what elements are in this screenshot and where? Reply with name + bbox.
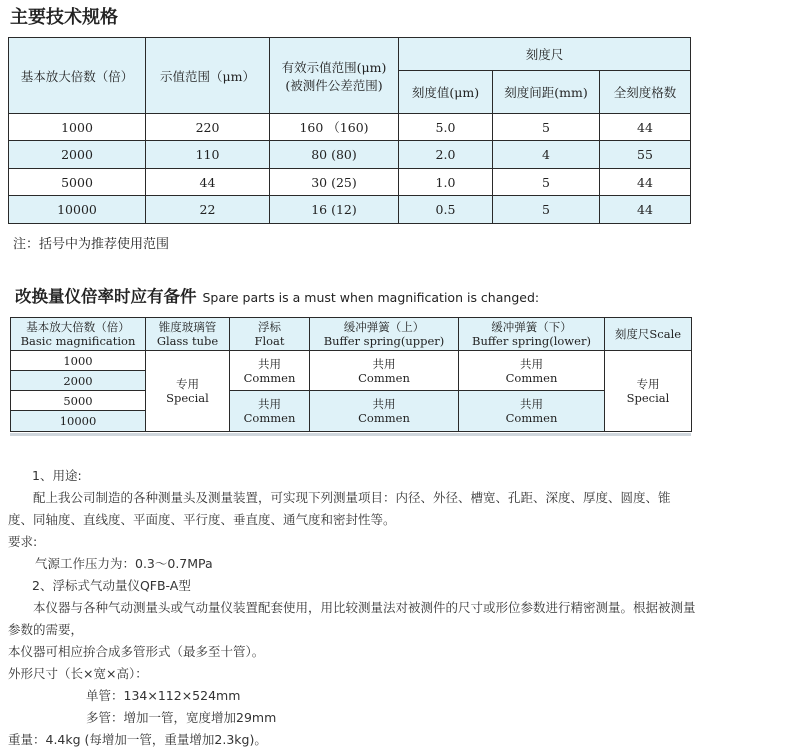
spare-parts-table [10, 317, 692, 432]
cell-effective: 16 (12) [270, 196, 399, 224]
cell-scale-spacing: 5 [493, 196, 600, 224]
cell-scale-value: 5.0 [399, 114, 493, 141]
cell-scale-spacing: 4 [493, 141, 600, 169]
cell-magnification: 10000 [9, 196, 146, 224]
combination-text: 本仪器可相应拚合成多管形式（最多至十管）。 [8, 644, 265, 659]
header-effective-line2: (被测件公差范围) [285, 77, 383, 93]
spare-header-magnification: 基本放大倍数（倍） Basic magnification [11, 318, 146, 351]
header-magnification: 基本放大倍数（倍） [9, 38, 146, 114]
spec-note: 注：括号中为推荐使用范围 [13, 237, 170, 252]
cell-magnification: 1000 [9, 114, 146, 141]
header-scale-value: 刻度值(μm) [399, 71, 493, 114]
multi-tube-dimension: 多管：增加一管，宽度增加29mm [86, 710, 277, 725]
cell-range: 110 [146, 141, 270, 169]
cell-scale-value: 2.0 [399, 141, 493, 169]
buffer-lower-common-1: 共用 Commen [459, 351, 605, 391]
cell-range: 22 [146, 196, 270, 224]
single-tube-dimension: 单管：134×112×524mm [86, 688, 241, 703]
header-scale-count: 全刻度格数 [600, 71, 691, 114]
table-row [9, 141, 691, 169]
spec-table [8, 37, 691, 224]
cell-magnification: 5000 [9, 169, 146, 196]
cell-scale-spacing: 5 [493, 169, 600, 196]
cell-scale-count: 44 [600, 169, 691, 196]
cell-range: 220 [146, 114, 270, 141]
cell-magnification: 2000 [9, 141, 146, 169]
cell-scale-count: 44 [600, 114, 691, 141]
cell-effective: 30 (25) [270, 169, 399, 196]
cell-scale-spacing: 5 [493, 114, 600, 141]
cell-effective: 160 （160) [270, 114, 399, 141]
cell-range: 44 [146, 169, 270, 196]
spare-magnification: 5000 [11, 391, 146, 411]
spare-header-float: 浮标 Float [230, 318, 310, 351]
description-text-2: 参数的需要， [8, 622, 84, 637]
header-effective-line1: 有效示值范围(μm) [281, 59, 387, 75]
pressure-text: 气源工作压力为：0.3～0.7MPa [35, 556, 213, 571]
cell-scale-value: 1.0 [399, 169, 493, 196]
buffer-upper-common-1: 共用 Commen [310, 351, 459, 391]
table-row [9, 196, 691, 224]
table-row [9, 169, 691, 196]
cell-scale-count: 44 [600, 196, 691, 224]
table-shadow [10, 433, 691, 436]
model-heading: 2、浮标式气动量仪QFB-A型 [32, 578, 191, 593]
spare-magnification: 2000 [11, 371, 146, 391]
description-text-1: 本仪器与各种气动测量头或气动量仪装置配套使用，用比较测量法对被测件的尺寸或形位参数进行精密测量。根据被测量 [33, 600, 696, 615]
buffer-lower-common-2: 共用 Commen [459, 391, 605, 432]
scale-special: 专用 Special [605, 351, 692, 432]
usage-text-1: 配上我公司制造的各种测量头及测量装置，可实现下列测量项目：内径、外径、槽宽、孔距、深度、厚度、圆度、锥 [33, 490, 671, 505]
spare-header-glass-tube: 锥度玻璃管 Glass tube [146, 318, 230, 351]
float-common-lower: 共用 Commen [230, 391, 310, 432]
dimension-heading: 外形尺寸（长×宽×高）： [8, 666, 148, 681]
header-scale-spacing: 刻度间距(mm) [493, 71, 600, 114]
cell-scale-count: 55 [600, 141, 691, 169]
header-effective-range [270, 38, 399, 114]
spare-title-en: Spare parts is a must when magnification is changed: [202, 290, 540, 305]
table-row [9, 114, 691, 141]
spare-magnification: 10000 [11, 411, 146, 432]
header-range: 示值范围（μm） [146, 38, 270, 114]
spare-header-scale: 刻度尺Scale [605, 318, 692, 351]
spare-title [15, 283, 539, 307]
requirement-heading: 要求: [8, 534, 38, 549]
glass-tube-special: 专用 Special [146, 351, 230, 432]
usage-text-2: 度、同轴度、直线度、平面度、平行度、垂直度、通气度和密封性等。 [8, 512, 396, 527]
weight-text: 重量：4.4kg (每增加一管，重量增加2.3kg)。 [8, 732, 267, 747]
spare-header-buffer-upper: 缓冲弹簧（上） Buffer spring(upper) [310, 318, 459, 351]
spare-magnification: 1000 [11, 351, 146, 371]
cell-effective: 80 (80) [270, 141, 399, 169]
usage-heading: 1、用途: [32, 468, 82, 483]
float-common-upper: 共用 Commen [230, 351, 310, 391]
spec-title: 主要技术规格 [10, 7, 118, 28]
spare-title-cn: 改换量仪倍率时应有备件 [15, 287, 197, 306]
header-scale-group: 刻度尺 [399, 38, 691, 71]
spare-header-buffer-lower: 缓冲弹簧（下） Buffer spring(lower) [459, 318, 605, 351]
buffer-upper-common-2: 共用 Commen [310, 391, 459, 432]
cell-scale-value: 0.5 [399, 196, 493, 224]
